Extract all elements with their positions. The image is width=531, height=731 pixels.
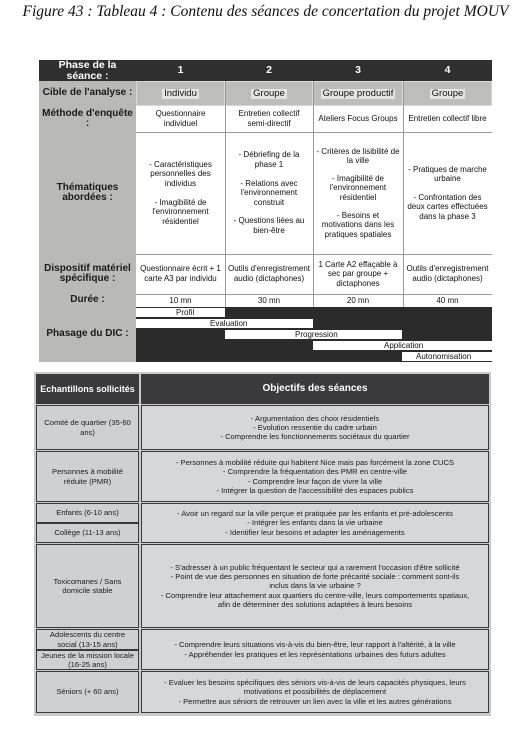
phase-1: 1: [136, 60, 225, 81]
objectives-table: [34, 372, 491, 716]
sample-college: Collège (11-13 ans): [36, 523, 139, 543]
cible-4: Groupe: [403, 81, 492, 106]
cible-label: Cible de l'analyse :: [39, 81, 136, 106]
objectives-seniors: - Evaluer les besoins spécifiques des séniors vis-à-vis de leurs capacités physiques, leurs motivations et possibilités de déplacement - Permettre aux séniors de retrouver un lien avec la ville et les autres générations: [141, 671, 489, 713]
dispositif-2: Outils d'enregistrement audio (dictaphones): [225, 254, 313, 294]
sample-seniors: Séniors (+ 60 ans): [36, 671, 139, 713]
sample-jeunes: Jeunes de la mission locale (16-25 ans): [36, 650, 139, 670]
phasage-bar-autonomisation: Autonomisation: [402, 352, 492, 361]
methode-2: Entretien collectif semi-directif: [225, 106, 313, 132]
sample-adolescents: Adolescents du centre social (13-15 ans): [36, 629, 139, 650]
thematiques-label: Thématiques abordées :: [39, 132, 136, 254]
phasage-timeline: [136, 307, 492, 362]
header-samples: Echantillons sollicités: [36, 374, 139, 404]
dispositif-4: Outils d'enregistrement audio (dictaphones): [403, 254, 492, 294]
cible-1: Individu: [136, 81, 225, 106]
methode-1: Questionnaire individuel: [136, 106, 225, 132]
cible-3: Groupe productif: [313, 81, 403, 106]
phase-4: 4: [403, 60, 492, 81]
figure-caption: Figure 43 : Tableau 4 : Contenu des séances de concertation du projet MOUV: [22, 3, 509, 20]
duree-label: Durée :: [39, 294, 136, 307]
phase-3: 3: [313, 60, 403, 81]
duree-1: 10 mn: [136, 294, 225, 307]
duree-3: 20 mn: [313, 294, 403, 307]
objectives-pmr: - Personnes à mobilité réduite qui habitent Nice mais pas forcément la zone CUCS - Comprendre la fréquentation des PMR en centre-ville - Comprendre leur façon de vivre la ville - Intégrer la question de l'accessibilité des espaces publics: [141, 451, 489, 502]
thematiques-4: - Pratiques de marche urbaine - Confrontation des deux cartes effectuées dans la phase 3: [403, 132, 492, 254]
dispositif-1: Questionnaire écrit + 1 carte A3 par individu: [136, 254, 225, 294]
objectives-comite: - Argumentation des choix résidentiels - Evolution ressentie du cadre urbain - Comprendre les fonctionnements sociétaux du quartier: [141, 405, 489, 450]
thematiques-3: - Critères de lisibilité de la ville - Imagibilité de l'environnement résidentiel - Besoins et motivations dans les pratiques spatiales: [313, 132, 403, 254]
duree-4: 40 mn: [403, 294, 492, 307]
methode-3: Ateliers Focus Groups: [313, 106, 403, 132]
cible-2: Groupe: [225, 81, 313, 106]
phase-label: Phase de la séance :: [39, 60, 136, 81]
dispositif-3: 1 Carte A2 effaçable à sec par groupe + dictaphones: [313, 254, 403, 294]
objectives-toxicomanes: - S'adresser à un public fréquentant le secteur qui a rarement l'occasion d'être sollicité - Point de vue des personnes en situation de forte précarité sociale : comment sont-ils inclus dans la vie urbaine ? - Comprendre leur attachement aux quartiers du centre-ville, leurs comportements spatiaux, afin de déterminer des solutions adaptées à leurs besoins: [141, 544, 489, 628]
sample-pmr: Personnes à mobilité réduite (PMR): [36, 451, 139, 502]
methode-label: Méthode d'enquête :: [39, 106, 136, 132]
phase-2: 2: [225, 60, 313, 81]
methode-4: Entretien collectif libre: [403, 106, 492, 132]
phasage-bar-application: Application: [313, 341, 492, 350]
phasage-label: Phasage du DIC :: [39, 307, 136, 362]
thematiques-1: - Caractéristiques personnelles des individus - Imagibilité de l'environnement résidentiel: [136, 132, 225, 254]
header-objectives: Objectifs des séances: [141, 374, 489, 404]
phasage-bar-progression: Progression: [225, 330, 402, 339]
thematiques-2: - Débriefing de la phase 1 - Relations avec l'environnement construit - Questions liées au bien-être: [225, 132, 313, 254]
objectives-enfants-college: - Avoir un regard sur la ville perçue et pratiquée par les enfants et pré-adolescents - Intégrer les enfants dans la vie urbaine - Identifier leur besoins et adapter les aménagements: [141, 503, 489, 543]
objectives-adolescents-jeunes: - Comprendre leurs situations vis-à-vis du bien-être, leur rapport à l'altérité, à la ville - Appréhender les pratiques et les représentations urbaines des futurs adultes: [141, 629, 489, 670]
phasage-bar-evaluation: Evaluation: [136, 319, 313, 328]
sample-comite: Comité de quartier (35-60 ans): [36, 405, 139, 450]
dispositif-label: Dispositif matériel spécifique :: [39, 254, 136, 294]
duree-2: 30 mn: [225, 294, 313, 307]
sample-toxicomanes: Toxicomanes / Sans domicile stable: [36, 544, 139, 628]
sample-enfants: Enfants (6-10 ans): [36, 503, 139, 523]
phasage-bar-profil: Profil: [136, 308, 225, 317]
session-content-table: [39, 60, 492, 362]
